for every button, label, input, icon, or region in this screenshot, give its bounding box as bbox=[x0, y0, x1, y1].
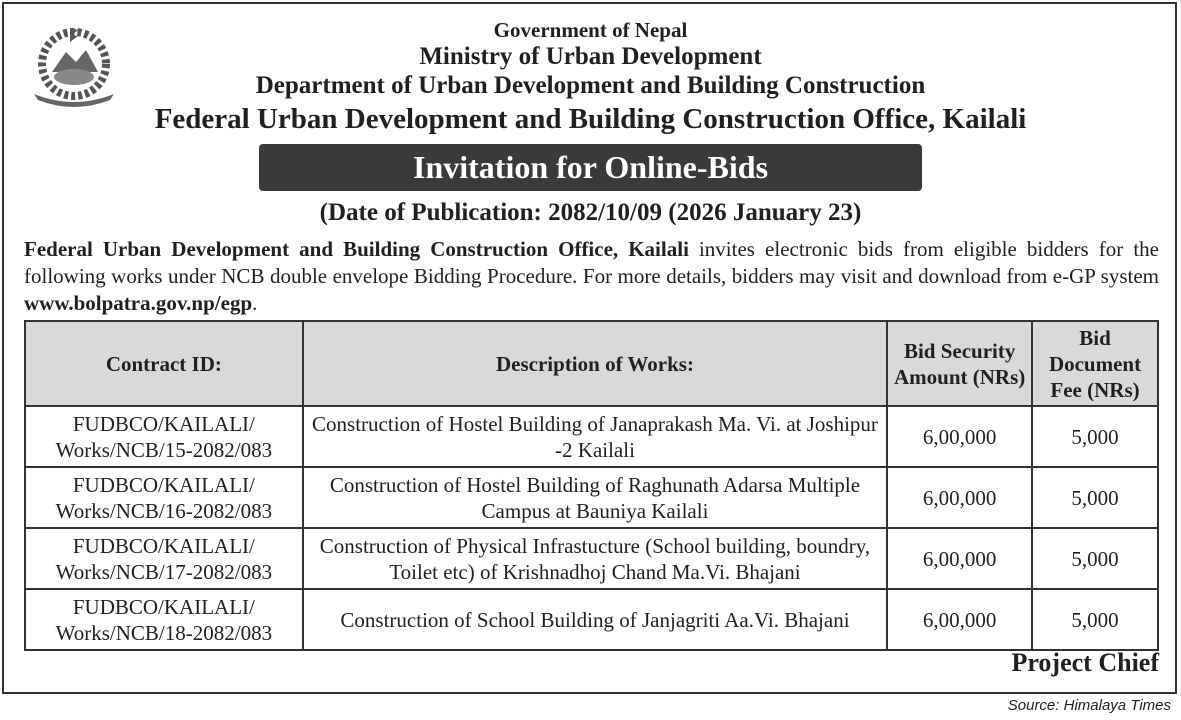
publication-date: (Date of Publication: 2082/10/09 (2026 January 23) bbox=[319, 199, 862, 226]
description: Construction of Physical Infrastucture (School building, boundry, Toilet etc) of Krishnadhoj Chand Ma.Vi. Bhajani bbox=[303, 528, 888, 589]
header-bid-security: Bid Security Amount (NRs) bbox=[887, 321, 1032, 406]
contract-id: FUDBCO/KAILALI/ Works/NCB/17-2082/083 bbox=[25, 528, 303, 589]
contract-id: FUDBCO/KAILALI/ Works/NCB/16-2082/083 bbox=[25, 467, 303, 528]
document-fee: 5,000 bbox=[1032, 406, 1158, 467]
table-row bbox=[25, 406, 1158, 467]
government-heading: Government of Nepal bbox=[493, 18, 688, 42]
notice-title: Invitation for Online-Bids bbox=[259, 144, 922, 191]
intro-office: Federal Urban Development and Building Construction Office, Kailali bbox=[24, 237, 689, 261]
bids-table bbox=[24, 320, 1159, 651]
ministry-heading: Ministry of Urban Development bbox=[419, 43, 762, 70]
contract-id: FUDBCO/KAILALI/ Works/NCB/15-2082/083 bbox=[25, 406, 303, 467]
signature: Project Chief bbox=[1011, 648, 1159, 677]
document-fee: 5,000 bbox=[1032, 467, 1158, 528]
table-row bbox=[25, 528, 1158, 589]
description: Construction of Hostel Building of Janaprakash Ma. Vi. at Joshipur -2 Kailali bbox=[303, 406, 888, 467]
intro-end: . bbox=[252, 291, 258, 315]
bid-security: 6,00,000 bbox=[887, 467, 1032, 528]
document-fee: 5,000 bbox=[1032, 528, 1158, 589]
header-description: Description of Works: bbox=[303, 321, 888, 406]
table-row bbox=[25, 467, 1158, 528]
department-heading: Department of Urban Development and Building Construction bbox=[255, 72, 926, 99]
intro-paragraph bbox=[24, 236, 1159, 317]
table-row bbox=[25, 589, 1158, 650]
description: Construction of Hostel Building of Raghunath Adarsa Multiple Campus at Bauniya Kailali bbox=[303, 467, 888, 528]
contract-id: FUDBCO/KAILALI/ Works/NCB/18-2082/083 bbox=[25, 589, 303, 650]
document-fee: 5,000 bbox=[1032, 589, 1158, 650]
intro-text: invites electronic bids from eligible bidders for the following works under NCB double envelope Bidding Procedure. For more details, bidders may visit and download from e-GP system bbox=[24, 237, 1160, 288]
office-heading: Federal Urban Development and Building Construction Office, Kailali bbox=[154, 103, 1027, 135]
header-contract-id: Contract ID: bbox=[25, 321, 303, 406]
bid-security: 6,00,000 bbox=[887, 589, 1032, 650]
bid-security: 6,00,000 bbox=[887, 528, 1032, 589]
egp-link[interactable]: www.bolpatra.gov.np/egp bbox=[24, 291, 253, 315]
source-credit: Source: Himalaya Times bbox=[1007, 697, 1171, 714]
header-document-fee: Bid Document Fee (NRs) bbox=[1032, 321, 1158, 406]
table-header-row bbox=[25, 321, 1158, 406]
description: Construction of School Building of Janjagriti Aa.Vi. Bhajani bbox=[303, 589, 888, 650]
bid-security: 6,00,000 bbox=[887, 406, 1032, 467]
